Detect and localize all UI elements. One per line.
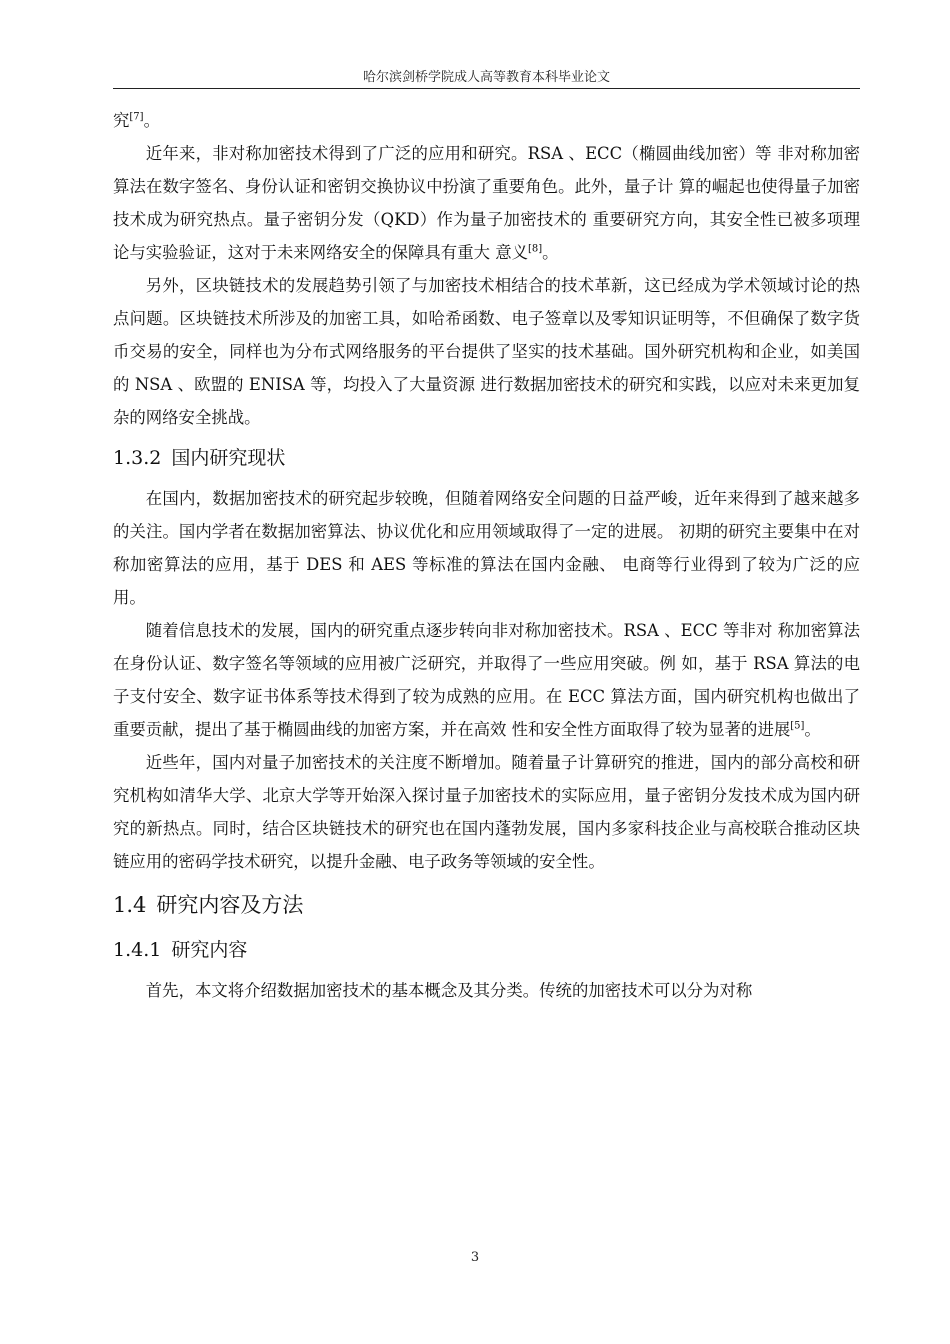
citation-7: [7]	[129, 111, 144, 123]
section-heading-1-4	[113, 884, 860, 926]
citation-5: [5]	[790, 720, 805, 732]
paragraph-continuation	[113, 104, 860, 137]
section-number: 1.3.2	[113, 447, 162, 469]
paragraph-research-content	[113, 974, 860, 1007]
paragraph-domestic-start	[113, 482, 860, 614]
section-title: 国内研究现状	[171, 447, 286, 469]
paragraph-text: 近年来，非对称加密技术得到了广泛的应用和研究。RSA 、ECC（椭圆曲线加密）等 非对称加密算法在数字签名、身份认证和密钥交换协议中扮演了重要角色。此外，量子计 算的崛起也使得量子加密技术成为研究热点。量子密钥分发（QKD）作为量子加密技术的 重要研究方向，其安全性已被多项理论与实验验证，这对于未来网络安全的保障具有重大 意义	[113, 144, 860, 262]
paragraph-tail: 。	[804, 720, 821, 739]
paragraph-asymmetric-encryption	[113, 137, 860, 269]
document-body	[113, 104, 860, 1007]
section-number: 1.4.1	[113, 939, 162, 961]
section-heading-1-3-2	[113, 438, 860, 478]
paragraph-tail: 。	[542, 243, 559, 262]
page-number: 3	[470, 1250, 480, 1265]
paragraph-tail: 。	[143, 111, 160, 130]
paragraph-domestic-quantum	[113, 746, 860, 878]
paragraph-blockchain	[113, 269, 860, 434]
section-title: 研究内容及方法	[156, 893, 304, 917]
paragraph-text: 另外，区块链技术的发展趋势引领了与加密技术相结合的技术革新，这已经成为学术领域讨论的热点问题。区块链技术所涉及的加密工具，如哈希函数、电子签章以及零知识证明等，不但确保了数字货币交易的安全，同样也为分布式网络服务的平台提供了坚实的技术基础。国外研究机构和企业，如美国的 NSA 、欧盟的 ENISA 等，均投入了大量资源 进行数据加密技术的研究和实践，以应对未来更加复杂的网络安全挑战。	[113, 276, 860, 427]
section-number: 1.4	[113, 893, 147, 917]
section-heading-1-4-1	[113, 930, 860, 970]
paragraph-text: 首先，本文将介绍数据加密技术的基本概念及其分类。传统的加密技术可以分为对称	[145, 981, 753, 1000]
paragraph-text: 随着信息技术的发展，国内的研究重点逐步转向非对称加密技术。RSA 、ECC 等非对 称加密算法在身份认证、数字签名等领域的应用被广泛研究，并取得了一些应用突破。例 如，基于 RSA 算法的电子支付安全、数字证书体系等技术得到了较为成熟的应用。在 ECC 算法方面，国内研究机构也做出了重要贡献，提出了基于椭圆曲线的加密方案，并在高效 性和安全性方面取得了较为显著的进展	[113, 621, 860, 739]
paragraph-text: 近些年，国内对量子加密技术的关注度不断增加。随着量子计算研究的推进，国内的部分高校和研究机构如清华大学、北京大学等开始深入探讨量子加密技术的实际应用，量子密钥分发技术成为国内研究的新热点。同时，结合区块链技术的研究也在国内蓬勃发展，国内多家科技企业与高校联合推动区块链应用的密码学技术研究，以提升金融、电子政务等领域的安全性。	[113, 753, 860, 871]
header-rule	[113, 88, 860, 89]
page-header: 哈尔滨剑桥学院成人高等教育本科毕业论文	[362, 70, 610, 85]
paragraph-domestic-asymmetric	[113, 614, 860, 746]
citation-8: [8]	[527, 243, 543, 255]
section-title: 研究内容	[171, 939, 248, 961]
paragraph-text: 在国内，数据加密技术的研究起步较晚，但随着网络安全问题的日益严峻，近年来得到了越来越多的关注。国内学者在数据加密算法、协议优化和应用领域取得了一定的进展。 初期的研究主要集中在对称加密算法的应用，基于 DES 和 AES 等标准的算法在国内金融、 电商等行业得到了较为广泛的应用。	[113, 489, 860, 607]
paragraph-text: 究	[113, 111, 130, 130]
